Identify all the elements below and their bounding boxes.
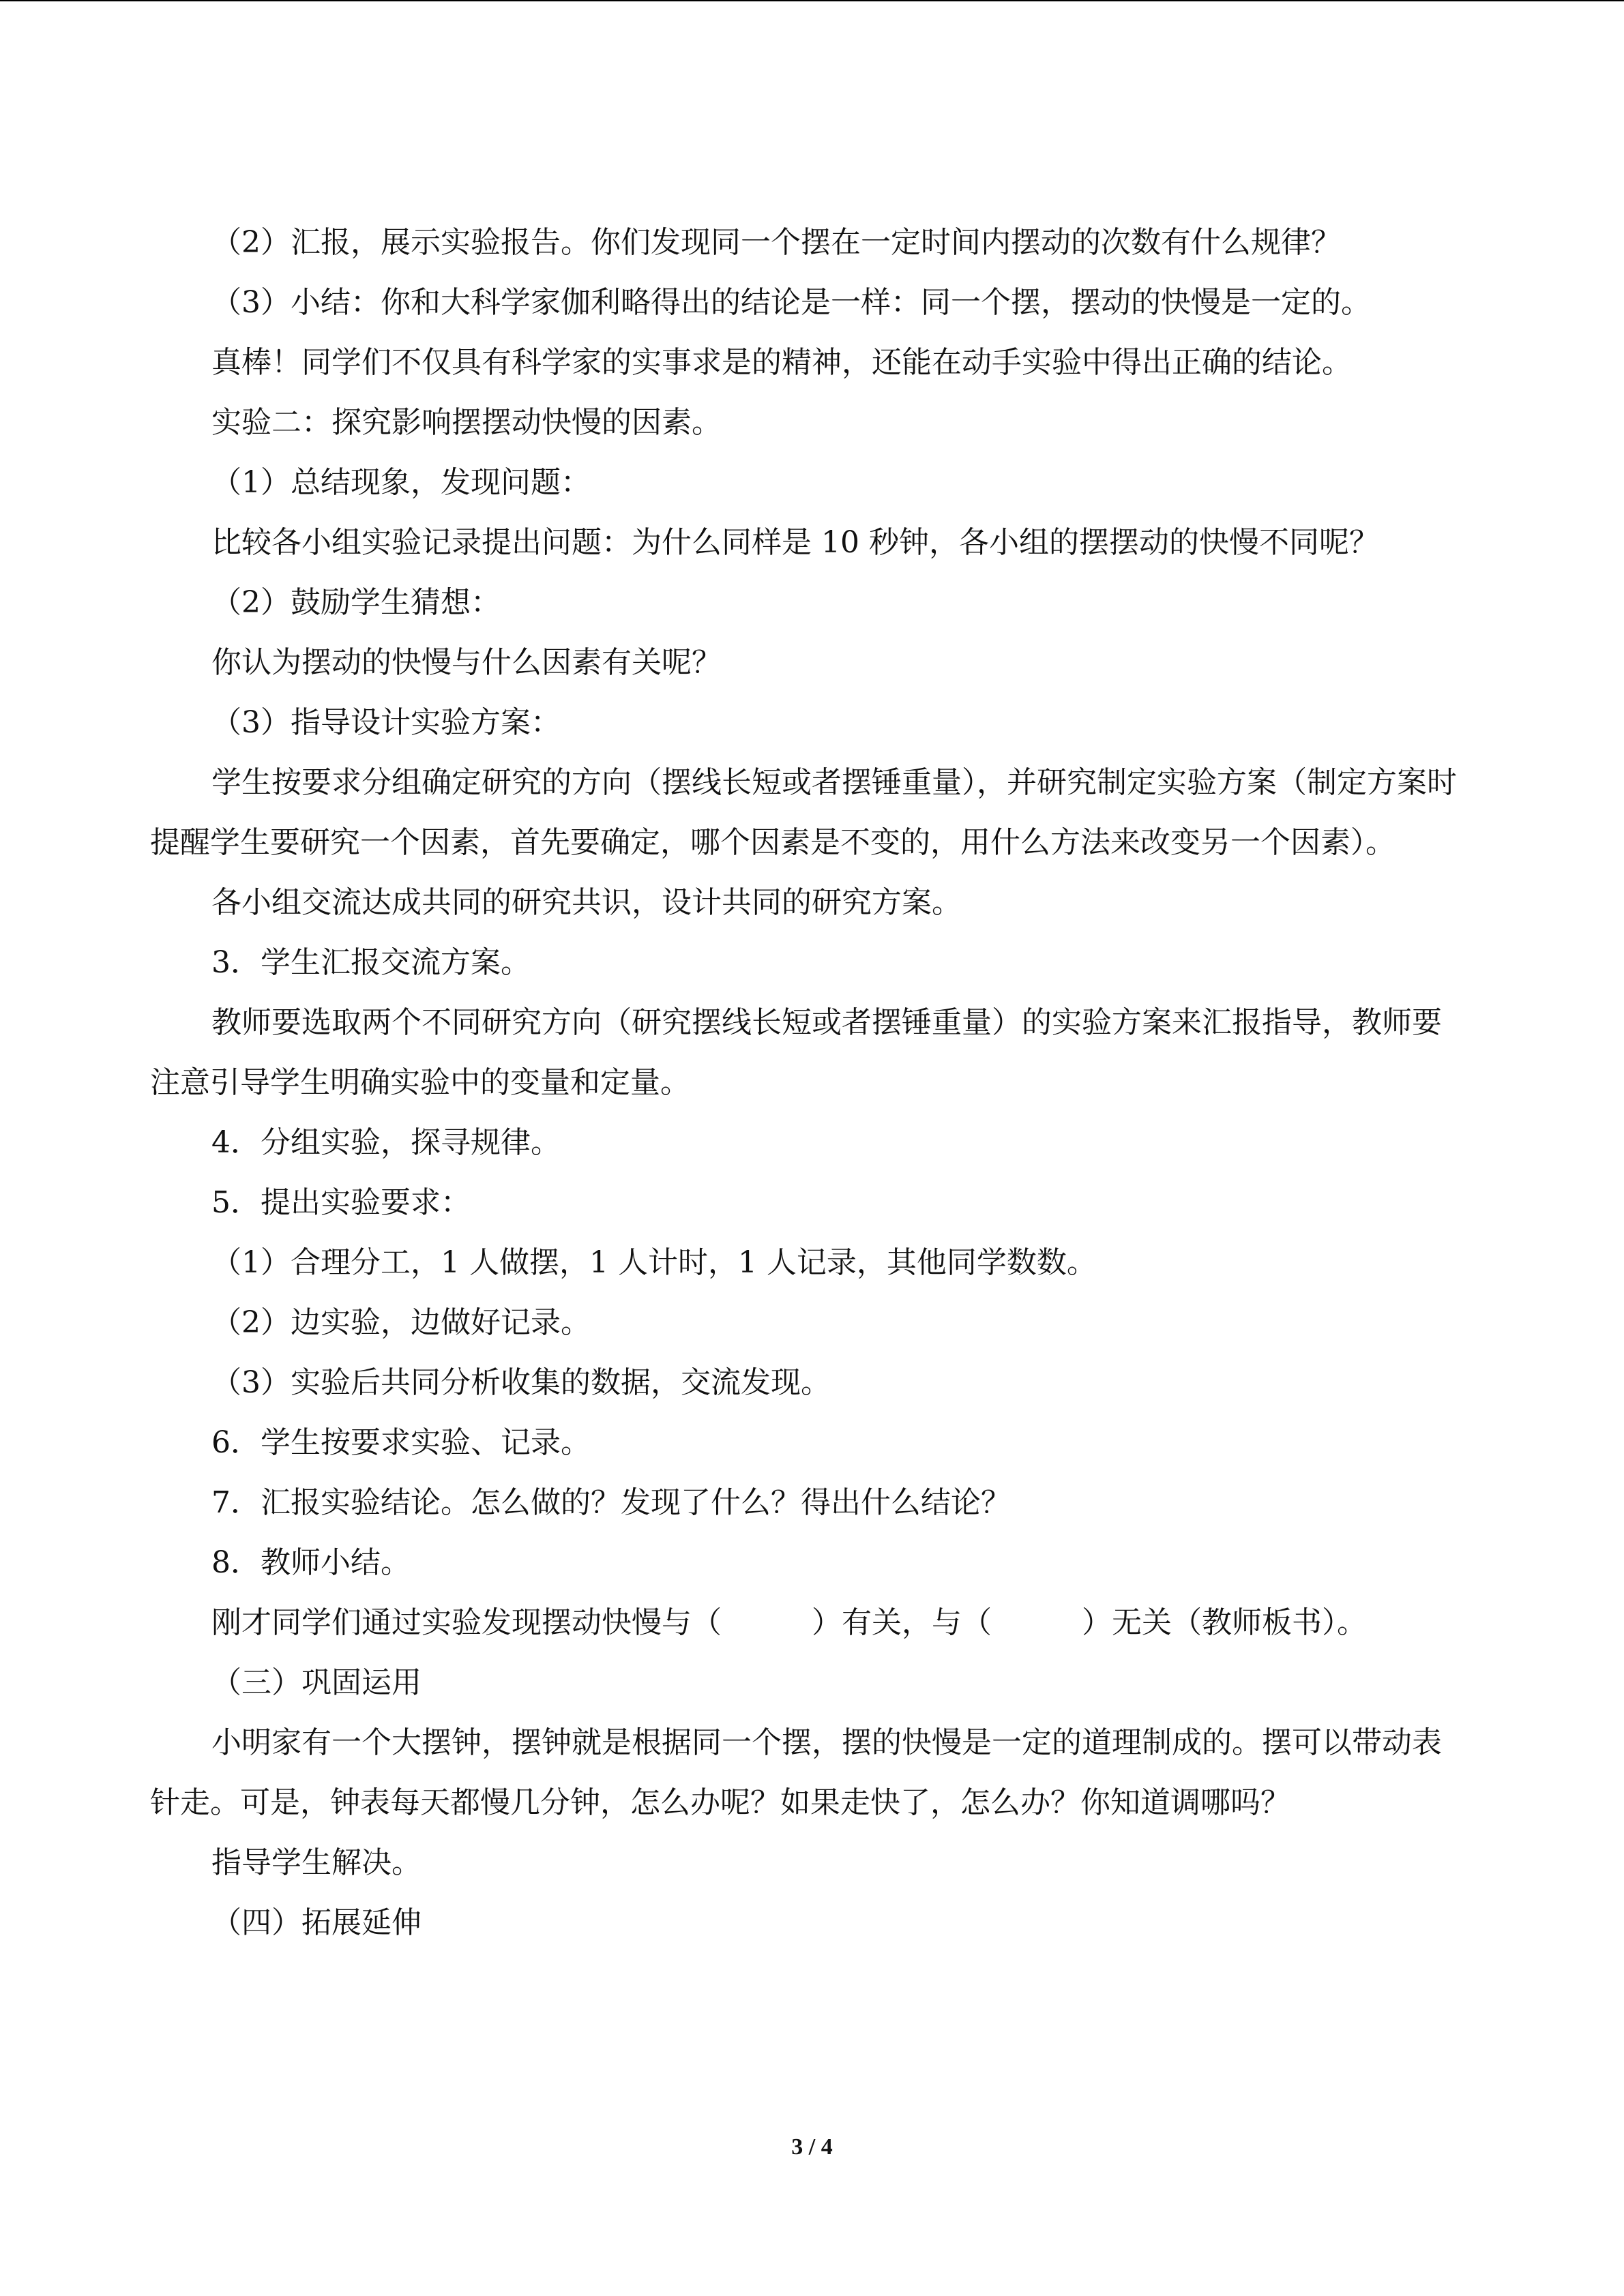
paragraph-group-consensus: 各小组交流达成共同的研究共识，设计共同的研究方案。 xyxy=(211,885,962,920)
paragraph-compare-records: 比较各小组实验记录提出问题：为什么同样是 10 秒钟，各小组的摆摆动的快慢不同呢？ xyxy=(211,525,1379,560)
paragraph-pendulum-clock: 小明家有一个大摆钟，摆钟就是根据同一个摆，摆的快慢是一定的道理制成的。摆可以带动表针走。可是，钟表每天都慢几分钟，怎么办呢？如果走快了，怎么办？你知道调哪吗？ xyxy=(150,1725,1442,1820)
paragraph-praise: 真棒！同学们不仅具有科学家的实事求是的精神，还能在动手实验中得出正确的结论。 xyxy=(211,345,1352,380)
page-number: 3 / 4 xyxy=(791,2134,833,2160)
paragraph-item-3: 3．学生汇报交流方案。 xyxy=(211,945,531,980)
paragraph-requirement-2: （2）边实验，边做好记录。 xyxy=(211,1305,591,1340)
paragraph-guess-question: 你认为摆动的快慢与什么因素有关呢？ xyxy=(211,645,722,680)
paragraph-item-8: 8．教师小结。 xyxy=(211,1545,411,1580)
paragraph-group-direction: 学生按要求分组确定研究的方向（摆线长短或者摆锤重量），并研究制定实验方案（制定方案时提醒学生要研究一个因素，首先要确定，哪个因素是不变的，用什么方法来改变另一个因素）。 xyxy=(150,765,1457,860)
document-body xyxy=(150,213,1466,1953)
paragraph-guide-solve: 指导学生解决。 xyxy=(211,1845,422,1880)
paragraph-teacher-blackboard: 刚才同学们通过实验发现摆动快慢与（ ）有关，与（ ）无关（教师板书）。 xyxy=(211,1605,1367,1640)
paragraph-step-guess: （2）鼓励学生猜想： xyxy=(211,585,501,620)
paragraph-step-design: （3）指导设计实验方案： xyxy=(211,705,561,740)
paragraph-experiment-two-heading: 实验二：探究影响摆摆动快慢的因素。 xyxy=(211,405,722,440)
paragraph-step-summarize: （1）总结现象，发现问题： xyxy=(211,465,591,500)
paragraph-item-4: 4．分组实验，探寻规律。 xyxy=(211,1125,561,1160)
paragraph-requirement-3: （3）实验后共同分析收集的数据，交流发现。 xyxy=(211,1365,831,1400)
paragraph-requirement-1: （1）合理分工，1 人做摆，1 人计时，1 人记录，其他同学数数。 xyxy=(211,1245,1097,1280)
paragraph-summary-galileo: （3）小结：你和大科学家伽利略得出的结论是一样：同一个摆，摆动的快慢是一定的。 xyxy=(211,285,1371,320)
paragraph-section-three-heading: （三）巩固运用 xyxy=(211,1665,422,1700)
paragraph-section-four-heading: （四）拓展延伸 xyxy=(211,1905,422,1940)
paragraph-item-5: 5．提出实验要求： xyxy=(211,1185,471,1220)
paragraph-teacher-select: 教师要选取两个不同研究方向（研究摆线长短或者摆锤重量）的实验方案来汇报指导，教师要注意引导学生明确实验中的变量和定量。 xyxy=(150,1005,1442,1100)
paragraph-item-6: 6．学生按要求实验、记录。 xyxy=(211,1425,591,1460)
paragraph-item-7: 7．汇报实验结论。怎么做的？发现了什么？得出什么结论？ xyxy=(211,1485,1011,1520)
paragraph-report-rule: （2）汇报，展示实验报告。你们发现同一个摆在一定时间内摆动的次数有什么规律？ xyxy=(211,225,1341,260)
